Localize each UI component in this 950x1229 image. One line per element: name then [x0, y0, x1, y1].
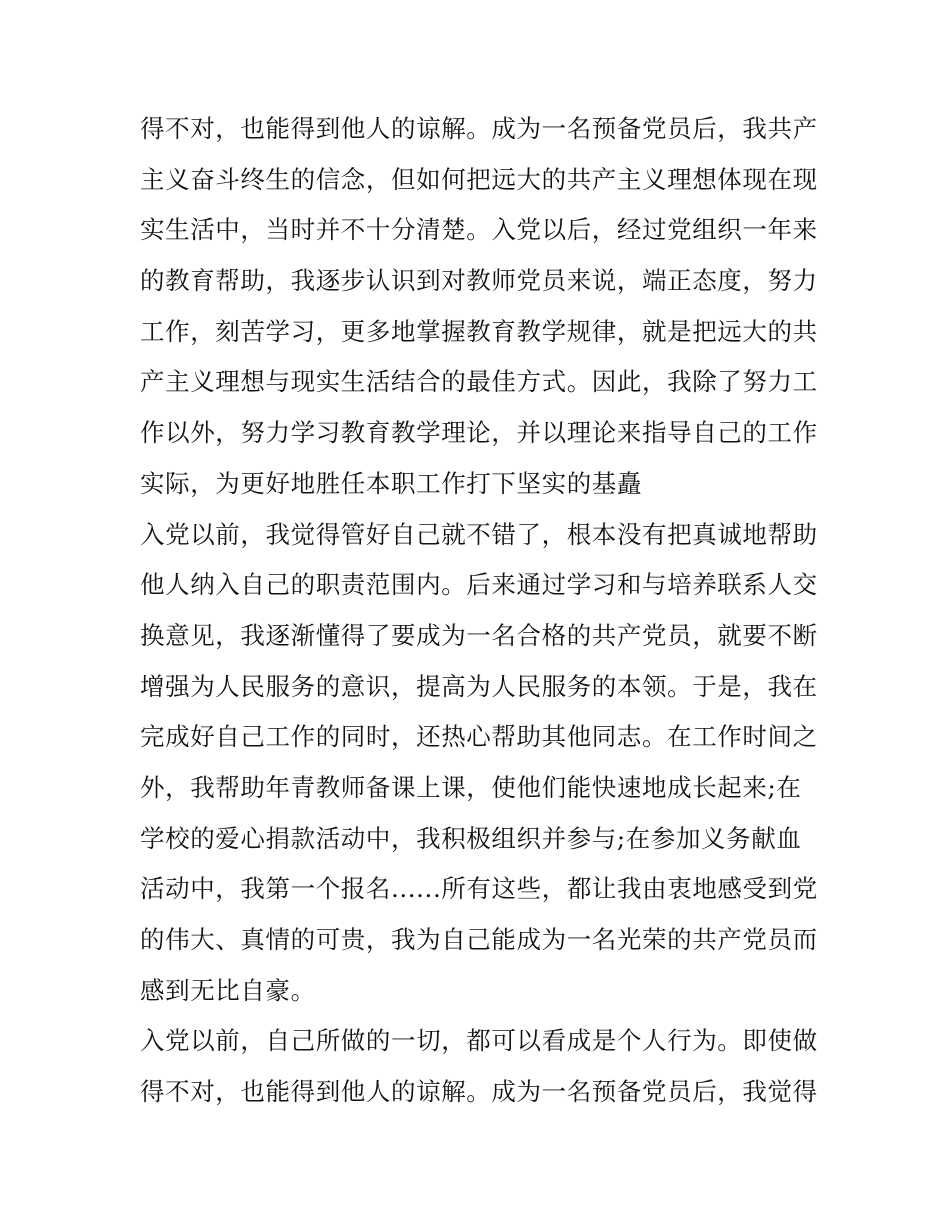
- text-line-10: 他人纳入自己的职责范围内。后来通过学习和与培养联系人交: [140, 570, 818, 600]
- text-line-19: 入党以前，自己所做的一切，都可以看成是个人行为。即使做: [140, 1026, 818, 1056]
- text-line-18: 感到无比自豪。: [140, 975, 316, 1005]
- text-line-1: 得不对，也能得到他人的谅解。成为一名预备党员后，我共产: [140, 114, 818, 143]
- text-line-6: 产主义理想与现实生活结合的最佳方式。因此，我除了努力工: [140, 367, 818, 397]
- text-line-20: 得不对，也能得到他人的谅解。成为一名预备党员后，我觉得: [140, 1077, 818, 1107]
- text-line-8: 实际，为更好地胜任本职工作打下坚实的基矗: [140, 468, 642, 498]
- text-line-15: 学校的爱心捐款活动中，我积极组织并参与;在参加义务献血: [140, 823, 802, 853]
- text-line-4: 的教育帮助，我逐步认识到对教师党员来说，端正态度，努力: [140, 266, 818, 296]
- text-line-2: 主义奋斗终生的信念，但如何把远大的共产主义理想体现在现: [140, 164, 818, 194]
- text-line-5: 工作，刻苦学习，更多地掌握教育教学规律，就是把远大的共: [140, 316, 818, 346]
- body-text: [140, 104, 820, 1118]
- text-line-9: 入党以前，我觉得管好自己就不错了，根本没有把真诚地帮助: [140, 519, 818, 549]
- text-line-16: 活动中，我第一个报名......所有这些，都让我由衷地感受到党: [140, 874, 818, 904]
- text-line-13: 完成好自己工作的同时，还热心帮助其他同志。在工作时间之: [140, 722, 818, 752]
- text-line-17: 的伟大、真情的可贵，我为自己能成为一名光荣的共产党员而: [140, 925, 818, 954]
- text-line-12: 增强为人民服务的意识，提高为人民服务的本领。于是，我在: [140, 671, 818, 701]
- text-line-11: 换意见，我逐渐懂得了要成为一名合格的共产党员，就要不断: [140, 620, 818, 650]
- text-line-7: 作以外，努力学习教育教学理论，并以理论来指导自己的工作: [140, 418, 818, 448]
- text-line-14: 外，我帮助年青教师备课上课，使他们能快速地成长起来;在: [140, 772, 802, 802]
- text-line-3: 实生活中，当时并不十分清楚。入党以后，经过党组织一年来: [140, 215, 818, 245]
